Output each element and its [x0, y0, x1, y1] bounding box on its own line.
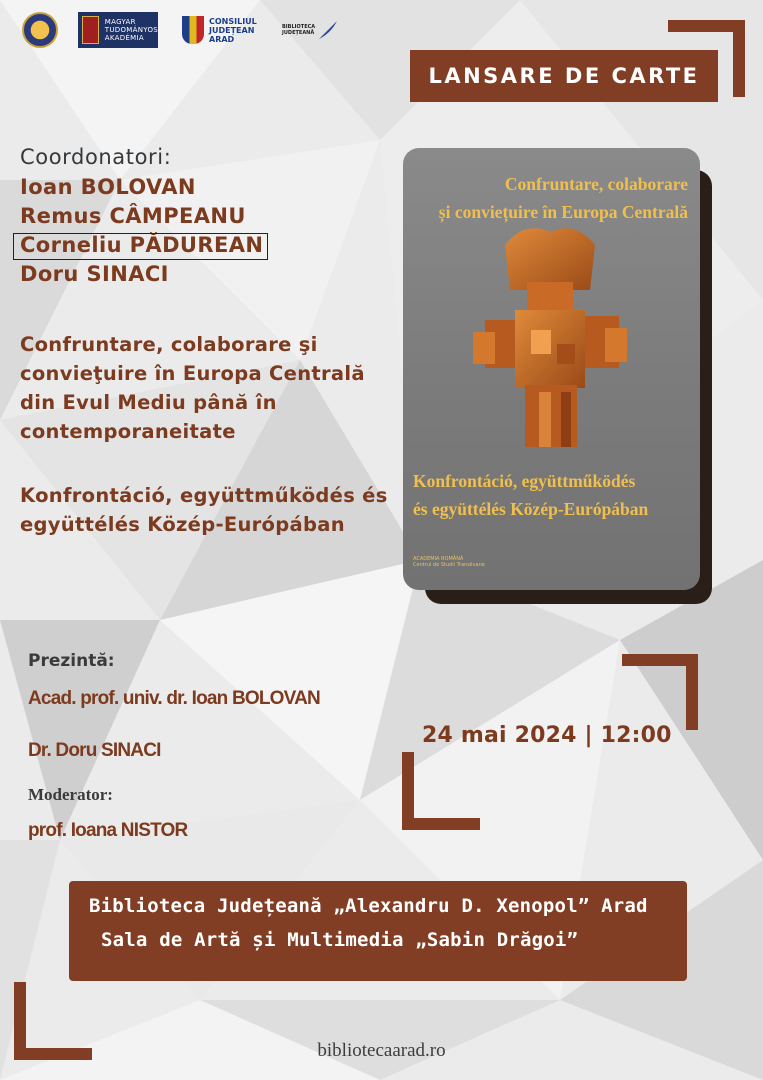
coordinator-name: Ioan BOLOVAN	[20, 175, 196, 199]
bib-logo-text: BIBLIOTECA JUDEȚEANĂ	[282, 24, 316, 36]
cover-publisher: ACADEMIA ROMÂNĂ Centrul de Studii Transilvane	[413, 556, 485, 568]
logo-biblioteca	[282, 12, 339, 48]
sculpture-image	[465, 220, 635, 455]
coordinators-label: Coordonatori:	[20, 145, 172, 169]
presenter-name: Acad. prof. univ. dr. Ioan BOLOVAN	[28, 688, 320, 709]
mta-logo-text: MAGYAR TUDOMÁNYOS AKADÉMIA	[104, 18, 158, 42]
moderator-label: Moderator:	[28, 785, 113, 804]
launch-badge: LANSARE DE CARTE	[410, 50, 718, 102]
book-title-hungarian: Konfrontáció, együttműködés és együttélés Közép-Európában	[20, 484, 388, 536]
book-title-romanian: Confruntare, colaborare şi convieţuire în Europa Centrală din Evul Mediu până în contemporaneitate	[20, 333, 365, 443]
venue-line: Biblioteca Județeană „Alexandru D. Xenopol” Arad	[89, 895, 648, 917]
county-shield-icon	[182, 16, 204, 44]
venue-line: Sala de Artă și Multimedia „Sabin Drăgoi”	[101, 929, 579, 951]
website-link[interactable]: bibliotecaarad.ro	[317, 1040, 446, 1061]
logo-consiliul-judetean	[182, 12, 257, 48]
logo-seal	[22, 12, 58, 48]
coordinator-name: Doru SINACI	[20, 262, 169, 286]
cover-title-ro-line: și conviețuire în Europa Centrală	[438, 202, 688, 222]
cover-title-hu-line: Konfrontáció, együttműködés	[413, 471, 636, 491]
cover-title-ro-line: Confruntare, colaborare	[504, 174, 688, 194]
book-cover	[403, 148, 700, 590]
venue-banner	[69, 881, 687, 981]
highlight-box	[13, 233, 268, 260]
cover-title-hu-line: és együttélés Közép-Európában	[413, 499, 649, 519]
logo-mta	[78, 12, 158, 48]
quill-icon	[317, 19, 339, 41]
event-datetime: 24 mai 2024 | 12:00	[422, 723, 672, 748]
coordinator-name: Remus CÂMPEANU	[20, 204, 246, 228]
moderator-name: prof. Ioana NISTOR	[28, 820, 188, 841]
mta-crest-icon	[82, 16, 99, 44]
coordinator-name: Corneliu PĂDUREAN	[20, 233, 264, 257]
presenters-label: Prezintă:	[28, 651, 115, 671]
presenter-name: Dr. Doru SINACI	[28, 740, 161, 761]
cj-logo-text: CONSILIUL JUDEȚEAN ARAD	[209, 16, 257, 44]
